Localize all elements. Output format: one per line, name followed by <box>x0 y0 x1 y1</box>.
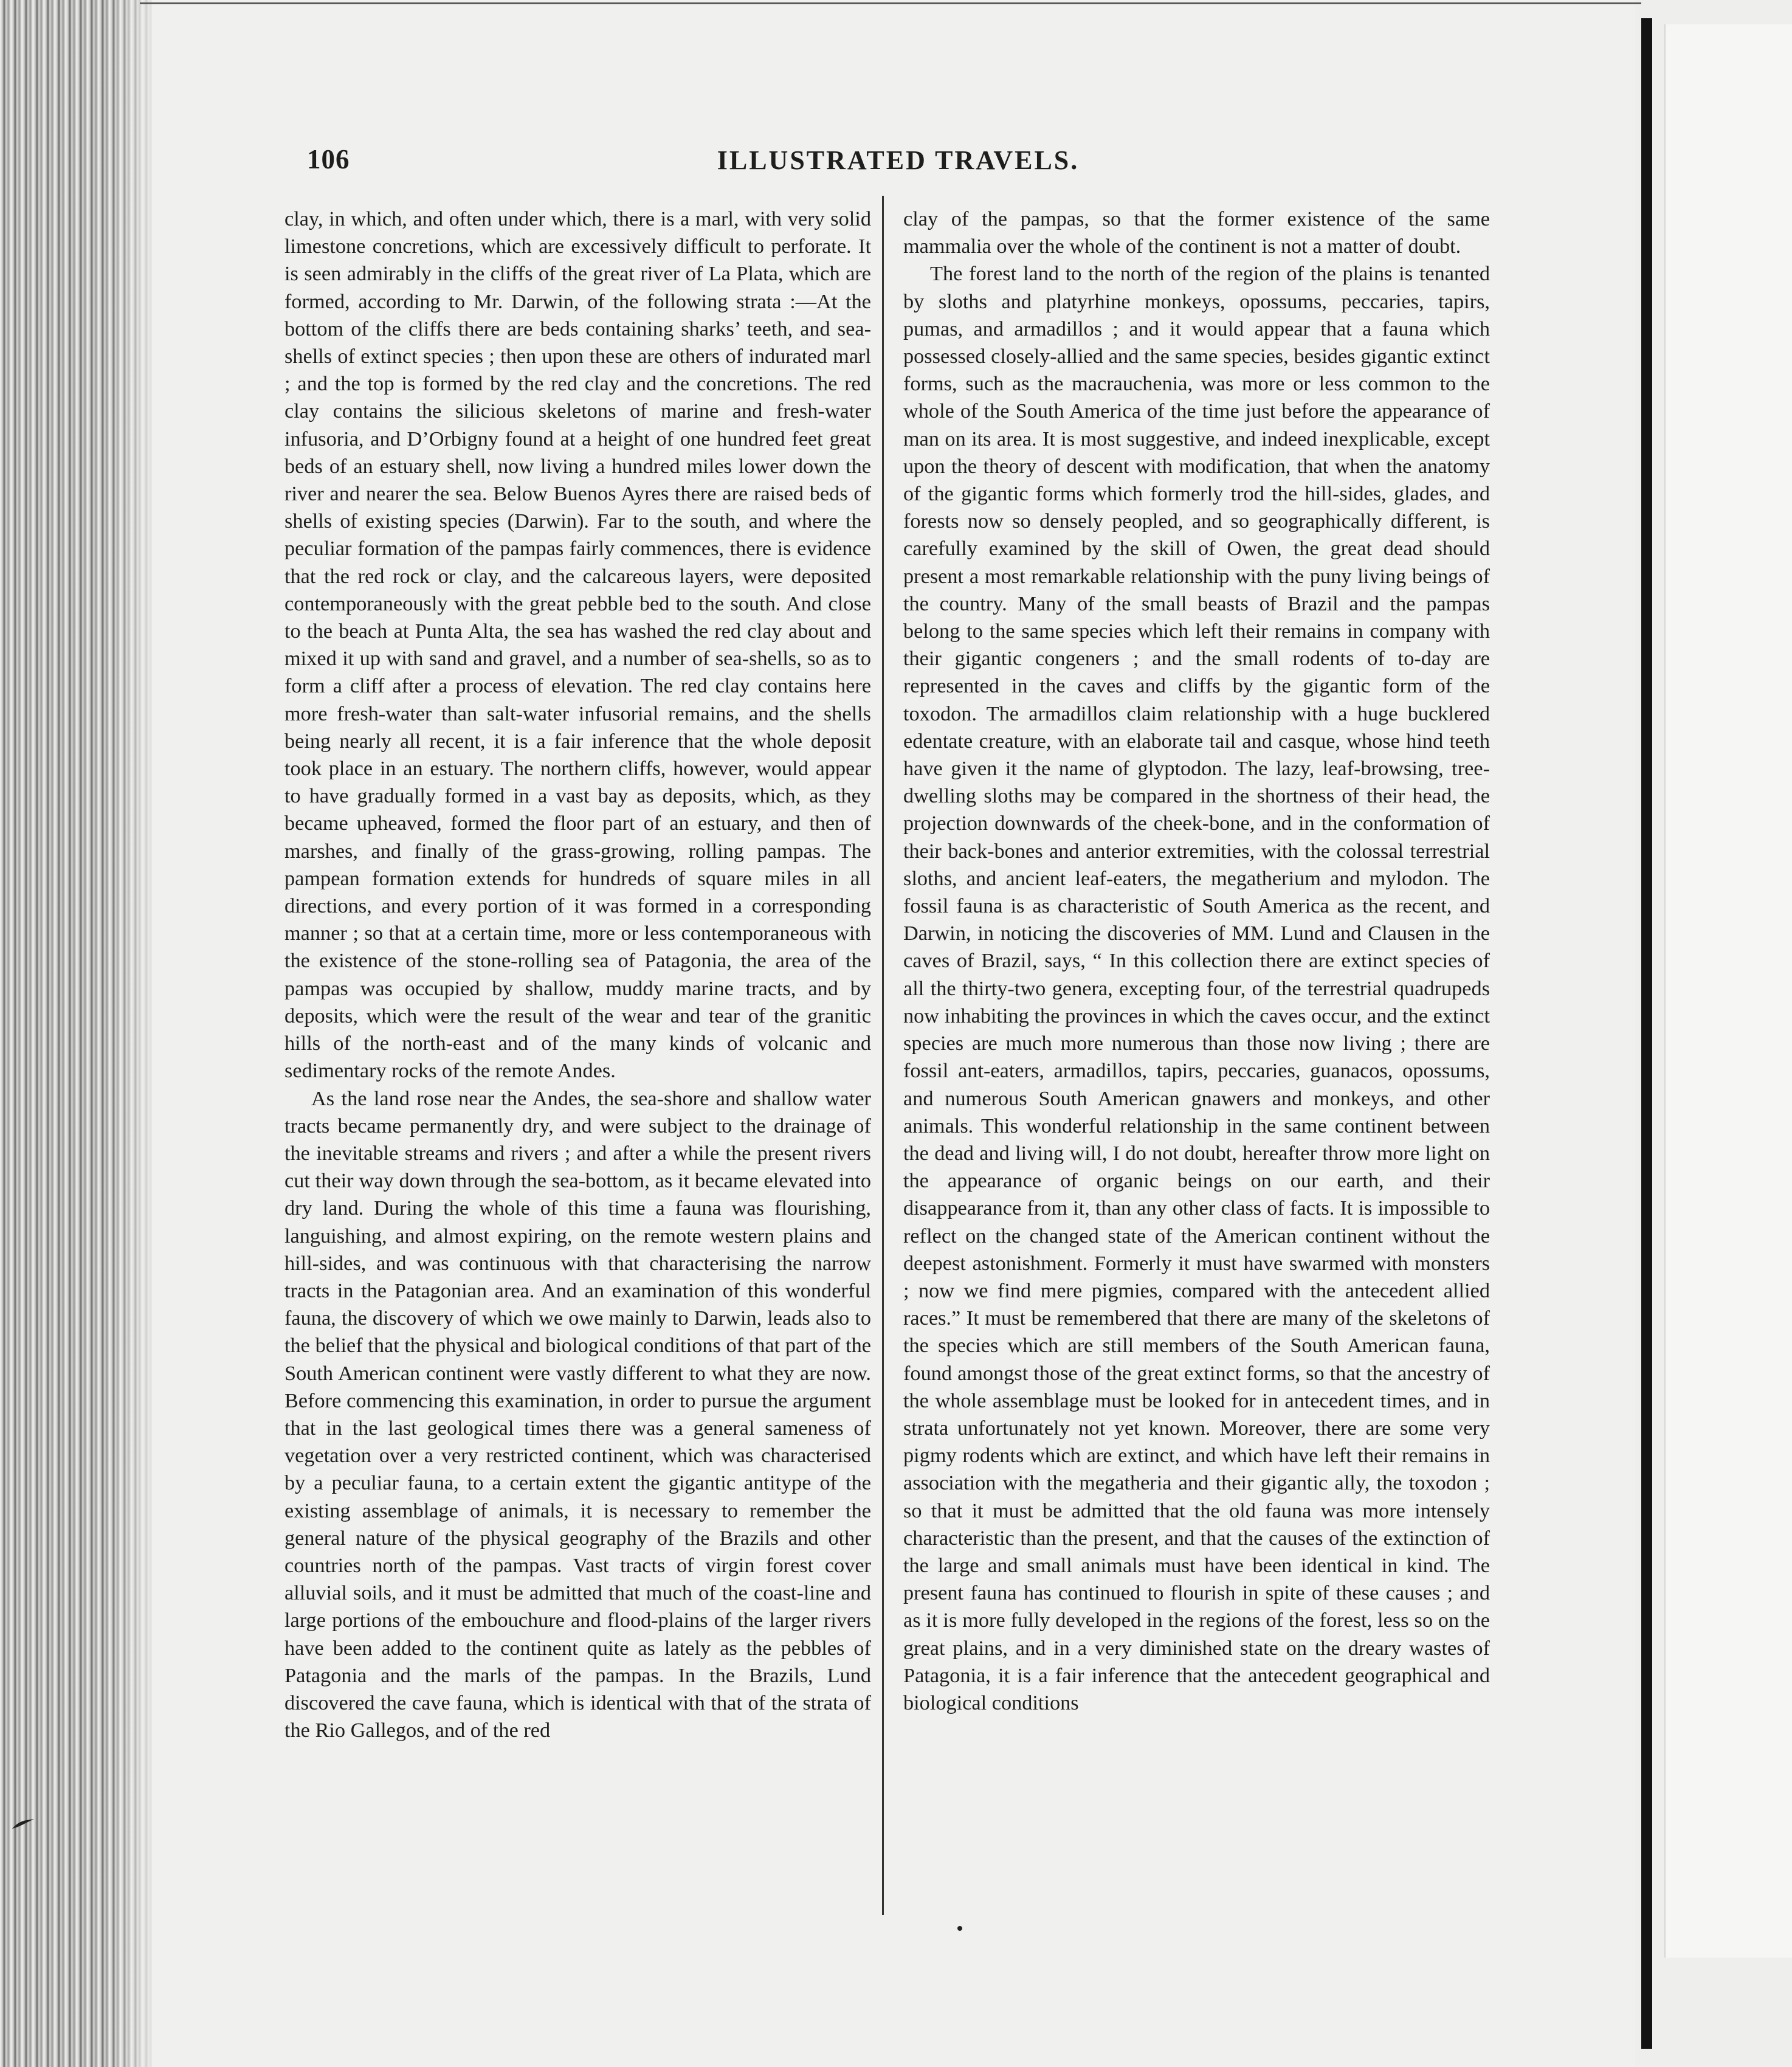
right-paragraph-1: clay of the pampas, so that the former existence of the same mammalia over the whole of the continent is not a matter of doubt. <box>903 207 1490 258</box>
page-edge-shadow <box>109 0 158 2067</box>
left-column <box>284 205 871 1744</box>
facing-page-edge <box>1664 24 1792 1958</box>
running-head <box>307 143 1489 186</box>
left-paragraph-2: As the land rose near the Andes, the sea-shore and shallow water tracts became permanently dry, and were subject to the drainage of the inevitable streams and rivers ; and after a while the present rivers cut their way down through the sea-bottom, as it became elevated into dry land. During the whole of this time a fauna was flourishing, languishing, and almost expiring, on the remote western plains and hill-sides, and was continuous with that characterising the narrow tracts in the Patagonian area. And an examination of this wonderful fauna, the discovery of which we owe mainly to Darwin, leads also to the belief that the physical and biological conditions of that part of the South American continent were vastly different to what they are now. Before commencing this examination, in order to pursue the argument that in the last geological times there was a general sameness of vegetation over a very restricted continent, which was characterised by a peculiar fauna, to a certain extent the gigantic antitype of the existing assemblage of animals, it is necessary to remember the general nature of the physical geography of the Brazils and other countries north of the pampas. Vast tracts of virgin forest cover alluvial soils, and it must be admitted that much of the coast-line and large portions of the embouchure and flood-plains of the larger rivers have been added to the continent quite as lately as the pebbles of Patagonia and the marls of the pampas. In the Brazils, Lund discovered the cave fauna, which is identical with that of the strata of the Rio Gallegos, and of the red <box>284 1086 871 1742</box>
left-paragraph-1: clay, in which, and often under which, there is a marl, with very solid limestone concretions, which are excessively difficult to perforate. It is seen admirably in the cliffs of the great river of La Plata, which are formed, according to Mr. Darwin, of the following strata :—At the bottom of the cliffs there are beds containing sharks’ teeth, and sea-shells of extinct species ; then upon these are others of indurated marl ; and the top is formed by the red clay and the concretions. The red clay contains the silicious skeletons of marine and fresh-water infusoria, and D’Orbigny found at a height of one hundred feet great beds of an estuary shell, now living a hundred miles lower down the river and nearer the sea. Below Buenos Ayres there are raised beds of shells of existing species (Darwin). Far to the south, and where the peculiar formation of the pampas fairly commences, there is evidence that the red rock or clay, and the calcareous layers, were deposited contemporaneously with the great pebble bed to the south. And close to the beach at Punta Alta, the sea has washed the red clay about and mixed it up with sand and gravel, and a number of sea-shells, so as to form a cliff after a process of elevation. The red clay contains here more fresh-water than salt-water infusorial remains, and the shells being nearly all recent, it is a fair inference that the whole deposit took place in an estuary. The northern cliffs, however, would appear to have gradually formed in a vast bay as deposits, which, as they became upheaved, formed the floor part of an estuary, and then of marshes, and finally of the grass-growing, rolling pampas. The pampean formation extends for hundreds of square miles in all directions, and every portion of it was formed in a corresponding manner ; so that at a certain time, more or less contemporaneous with the existence of the stone-rolling sea of Patagonia, the area of the pampas was occupied by shallow, muddy marine tracts, and by deposits, which were the result of the wear and tear of the granitic hills of the north-east and of the many kinds of volcanic and sedimentary rocks of the remote Andes. <box>284 207 871 1083</box>
journal-title: ILLUSTRATED TRAVELS. <box>717 145 1080 175</box>
page-number: 106 <box>307 144 350 174</box>
book-gutter <box>1641 18 1652 2049</box>
right-column <box>903 205 1490 1717</box>
ink-dot <box>957 1926 962 1931</box>
column-divider <box>882 196 884 1915</box>
ink-smudge-mark <box>11 1818 35 1831</box>
right-paragraph-2: The forest land to the north of the region of the plains is tenanted by sloths and platyrhine monkeys, opossums, peccaries, tapirs, pumas, and armadillos ; and it would appear that a fauna which possessed closely-allied and the same species, besides gigantic extinct forms, such as the macrauchenia, was more or less common to the whole of the South America of the time just before the appearance of man on its area. It is most suggestive, and indeed inexplicable, except upon the theory of descent with modification, that when the anatomy of the gigantic forms which formerly trod the hill-sides, glades, and forests now so densely peopled, and so geographically different, is carefully examined by the skill of Owen, the great dead should present a most remarkable relationship with the puny living beings of the country. Many of the small beasts of Brazil and the pampas belong to the same species which left their remains in company with their gigantic congeners ; and the small rodents of to-day are represented in the caves and cliffs by the gigantic form of the toxodon. The armadillos claim relationship with a huge bucklered edentate creature, with an elaborate tail and casque, whose hind teeth have given it the name of glyptodon. The lazy, leaf-browsing, tree-dwelling sloths may be compared in the shortness of their head, the projection downwards of the cheek-bone, and in the conformation of their back-bones and anterior extremities, with the colossal terrestrial sloths, and ancient leaf-eaters, the megatherium and mylodon. The fossil fauna is as characteristic of South America as the recent, and Darwin, in noticing the discoveries of MM. Lund and Clausen in the caves of Brazil, says, “ In this collection there are extinct species of all the thirty-two genera, excepting four, of the terrestrial quadrupeds now inhabiting the provinces in which the caves occur, and the extinct species are much more numerous than those now living ; there are fossil ant-eaters, armadillos, tapirs, peccaries, guanacos, opossums, and numerous South American gnawers and monkeys, and other animals. This wonderful relationship in the same continent between the dead and living will, I do not doubt, hereafter throw more light on the appearance of organic beings on our earth, and their disappearance from it, than any other class of facts. It is impossible to reflect on the changed state of the American continent without the deepest astonishment. Formerly it must have swarmed with monsters ; now we find mere pigmies, compared with the antecedent allied races.” It must be remembered that there are many of the skeletons of the species which are still members of the South American fauna, found amongst those of the great extinct forms, so that the ancestry of the whole assemblage must be looked for in antecedent times, and in strata unfortunately not yet known. Moreover, there are some very pigmy rodents which are extinct, and which have left their remains in association with the megatheria and their gigantic ally, the toxodon ; so that it must be admitted that the old fauna was more intensely characteristic than the present, and that the causes of the extinction of the large and small animals must have been identical in kind. The present fauna has continued to flourish in spite of these causes ; and as it is more fully developed in the regions of the forest, less so on the great plains, and in a very diminished state on the dreary wastes of Patagonia, it is a fair inference that the antecedent geographical and biological conditions <box>903 262 1490 1714</box>
top-edge-line <box>140 2 1641 4</box>
